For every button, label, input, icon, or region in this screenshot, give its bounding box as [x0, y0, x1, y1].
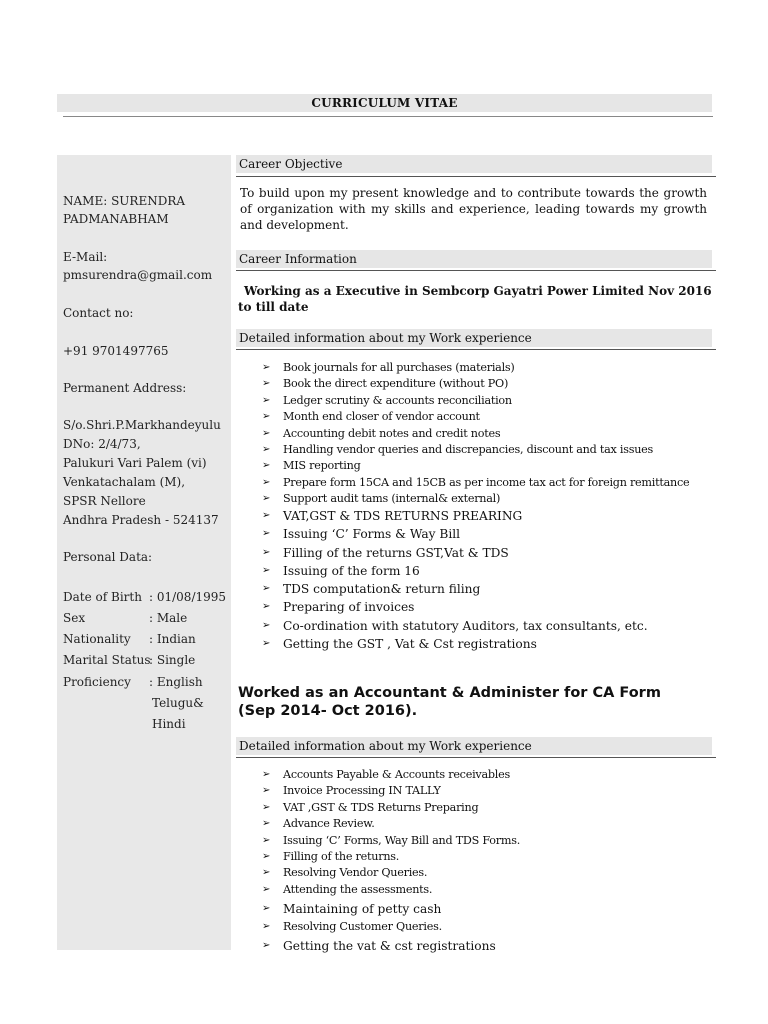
- list-item: ➢ Issuing of the form 16: [262, 562, 648, 580]
- personal-details-panel: [57, 155, 231, 950]
- arrow-bullet-icon: ➢: [262, 411, 271, 423]
- previous-job-line-2: (Sep 2014- Oct 2016).: [238, 703, 418, 719]
- career-objective-heading: Career Objective: [236, 155, 712, 173]
- contact-label: Contact no:: [63, 306, 134, 320]
- arrow-bullet-icon: ➢: [262, 564, 271, 576]
- arrow-bullet-icon: ➢: [262, 921, 271, 933]
- list-item: ➢ Attending the assessments.: [262, 882, 520, 898]
- list-item: ➢ Getting the vat & cst registrations: [262, 937, 496, 955]
- current-duties-list: [262, 360, 689, 508]
- proficiency-language: Hindi: [152, 717, 186, 731]
- section-rule: [236, 270, 716, 271]
- arrow-bullet-icon: ➢: [262, 427, 271, 439]
- list-item: ➢ Support audit tams (internal& external): [262, 491, 689, 507]
- field-value: : Indian: [149, 632, 196, 646]
- arrow-bullet-icon: ➢: [262, 834, 271, 846]
- field-key: Date of Birth: [63, 590, 142, 604]
- list-item: ➢ VAT ,GST & TDS Returns Preparing: [262, 800, 520, 816]
- list-item: ➢ Ledger scrutiny & accounts reconciliation: [262, 393, 689, 409]
- field-value: : Male: [149, 611, 188, 625]
- arrow-bullet-icon: ➢: [262, 378, 271, 390]
- list-item: ➢ Filling of the returns.: [262, 849, 520, 865]
- work-details-heading-2: Detailed information about my Work experience: [236, 737, 712, 755]
- work-details-heading: Detailed information about my Work experience: [236, 329, 712, 347]
- list-item: ➢ Prepare form 15CA and 15CB as per income tax act for foreign remittance: [262, 475, 689, 491]
- arrow-bullet-icon: ➢: [262, 801, 271, 813]
- field-key: Nationality: [63, 632, 131, 646]
- arrow-bullet-icon: ➢: [262, 394, 271, 406]
- list-item: ➢ MIS reporting: [262, 458, 689, 474]
- list-item: ➢ Accounts Payable & Accounts receivables: [262, 767, 520, 783]
- list-item: ➢ Maintaining of petty cash: [262, 900, 496, 918]
- list-item: ➢ Resolving Customer Queries.: [262, 918, 496, 936]
- section-rule: [236, 349, 716, 350]
- list-item: ➢ Handling vendor queries and discrepancies, discount and tax issues: [262, 442, 689, 458]
- field-key: Marital Status: [63, 653, 151, 667]
- personal-data-label: Personal Data:: [63, 550, 153, 564]
- previous-duties-list: [262, 767, 520, 898]
- email-value: pmsurendra@gmail.com: [63, 268, 213, 282]
- name-line-2: PADMANABHAM: [63, 212, 169, 226]
- list-item: ➢ Invoice Processing IN TALLY: [262, 783, 520, 799]
- address-line: Venkatachalam (M),: [63, 475, 186, 489]
- field-date-of-birth: [63, 588, 226, 606]
- arrow-bullet-icon: ➢: [262, 883, 271, 895]
- phone-value: +91 9701497765: [63, 344, 169, 358]
- career-information-heading: Career Information: [236, 250, 712, 268]
- address-line: S/o.Shri.P.Markhandeyulu: [63, 418, 221, 432]
- section-rule: [236, 176, 716, 177]
- arrow-bullet-icon: ➢: [262, 476, 271, 488]
- list-item: ➢ Filling of the returns GST,Vat & TDS: [262, 544, 648, 562]
- field-key: Proficiency: [63, 675, 131, 689]
- arrow-bullet-icon: ➢: [262, 818, 271, 830]
- list-item: ➢ Preparing of invoices: [262, 598, 648, 616]
- list-item: ➢ Accounting debit notes and credit notes: [262, 426, 689, 442]
- arrow-bullet-icon: ➢: [262, 785, 271, 797]
- list-item: ➢ TDS computation& return filing: [262, 580, 648, 598]
- list-item: ➢ Book journals for all purchases (materials): [262, 360, 689, 376]
- field-nationality: [63, 630, 196, 648]
- arrow-bullet-icon: ➢: [262, 583, 271, 595]
- arrow-bullet-icon: ➢: [262, 619, 271, 631]
- arrow-bullet-icon: ➢: [262, 546, 271, 558]
- field-key: Sex: [63, 611, 86, 625]
- page-title: CURRICULUM VITAE: [57, 94, 712, 112]
- previous-job-title: [238, 684, 712, 720]
- arrow-bullet-icon: ➢: [262, 601, 271, 613]
- list-item: ➢ Resolving Vendor Queries.: [262, 865, 520, 881]
- arrow-bullet-icon: ➢: [262, 903, 271, 914]
- address-line: SPSR Nellore: [63, 494, 146, 508]
- arrow-bullet-icon: ➢: [262, 867, 271, 879]
- field-proficiency: [63, 673, 203, 691]
- list-item: ➢ Getting the GST , Vat & Cst registrations: [262, 635, 648, 653]
- arrow-bullet-icon: ➢: [262, 510, 271, 521]
- arrow-bullet-icon: ➢: [262, 769, 271, 780]
- list-item: ➢ Issuing ‘C’ Forms & Way Bill: [262, 525, 648, 543]
- field-sex: [63, 609, 187, 627]
- list-item: ➢ Co-ordination with statutory Auditors, tax consultants, etc.: [262, 617, 648, 635]
- arrow-bullet-icon: ➢: [262, 460, 271, 472]
- proficiency-language: Telugu&: [152, 696, 204, 710]
- career-objective-text: To build upon my present knowledge and to contribute towards the growth of organization with my skills and experience, leading towards my growth and development.: [240, 186, 707, 232]
- arrow-bullet-icon: ➢: [262, 939, 271, 951]
- address-line: DNo: 2/4/73,: [63, 437, 141, 451]
- list-item: ➢ Advance Review.: [262, 816, 520, 832]
- arrow-bullet-icon: ➢: [262, 362, 271, 373]
- field-marital-status: [63, 651, 195, 669]
- list-item: ➢ Book the direct expenditure (without PO): [262, 376, 689, 392]
- field-value: : 01/08/1995: [149, 590, 227, 604]
- arrow-bullet-icon: ➢: [262, 528, 271, 540]
- address-line: Palukuri Vari Palem (vi): [63, 456, 207, 470]
- arrow-bullet-icon: ➢: [262, 850, 271, 862]
- arrow-bullet-icon: ➢: [262, 443, 271, 455]
- list-item: ➢ Month end closer of vendor account: [262, 409, 689, 425]
- title-rule: [63, 116, 713, 117]
- previous-job-line-1: Worked as an Accountant & Administer for CA Form: [238, 685, 661, 701]
- current-job-title: Working as a Executive in Sembcorp Gayatri Power Limited Nov 2016 to till date: [238, 284, 712, 314]
- arrow-bullet-icon: ➢: [262, 493, 271, 505]
- field-value: : Single: [149, 653, 196, 667]
- field-value: : English: [149, 675, 203, 689]
- current-duties-list-continued: [262, 507, 648, 653]
- arrow-bullet-icon: ➢: [262, 638, 271, 650]
- section-rule: [236, 757, 716, 758]
- email-label: E-Mail:: [63, 250, 108, 264]
- name-line-1: NAME: SURENDRA: [63, 194, 186, 208]
- list-item: ➢ Issuing ‘C’ Forms, Way Bill and TDS Forms.: [262, 833, 520, 849]
- address-label: Permanent Address:: [63, 381, 187, 395]
- address-line: Andhra Pradesh - 524137: [63, 513, 219, 527]
- list-item: ➢ VAT,GST & TDS RETURNS PREARING: [262, 507, 648, 525]
- previous-duties-list-continued: [262, 900, 496, 955]
